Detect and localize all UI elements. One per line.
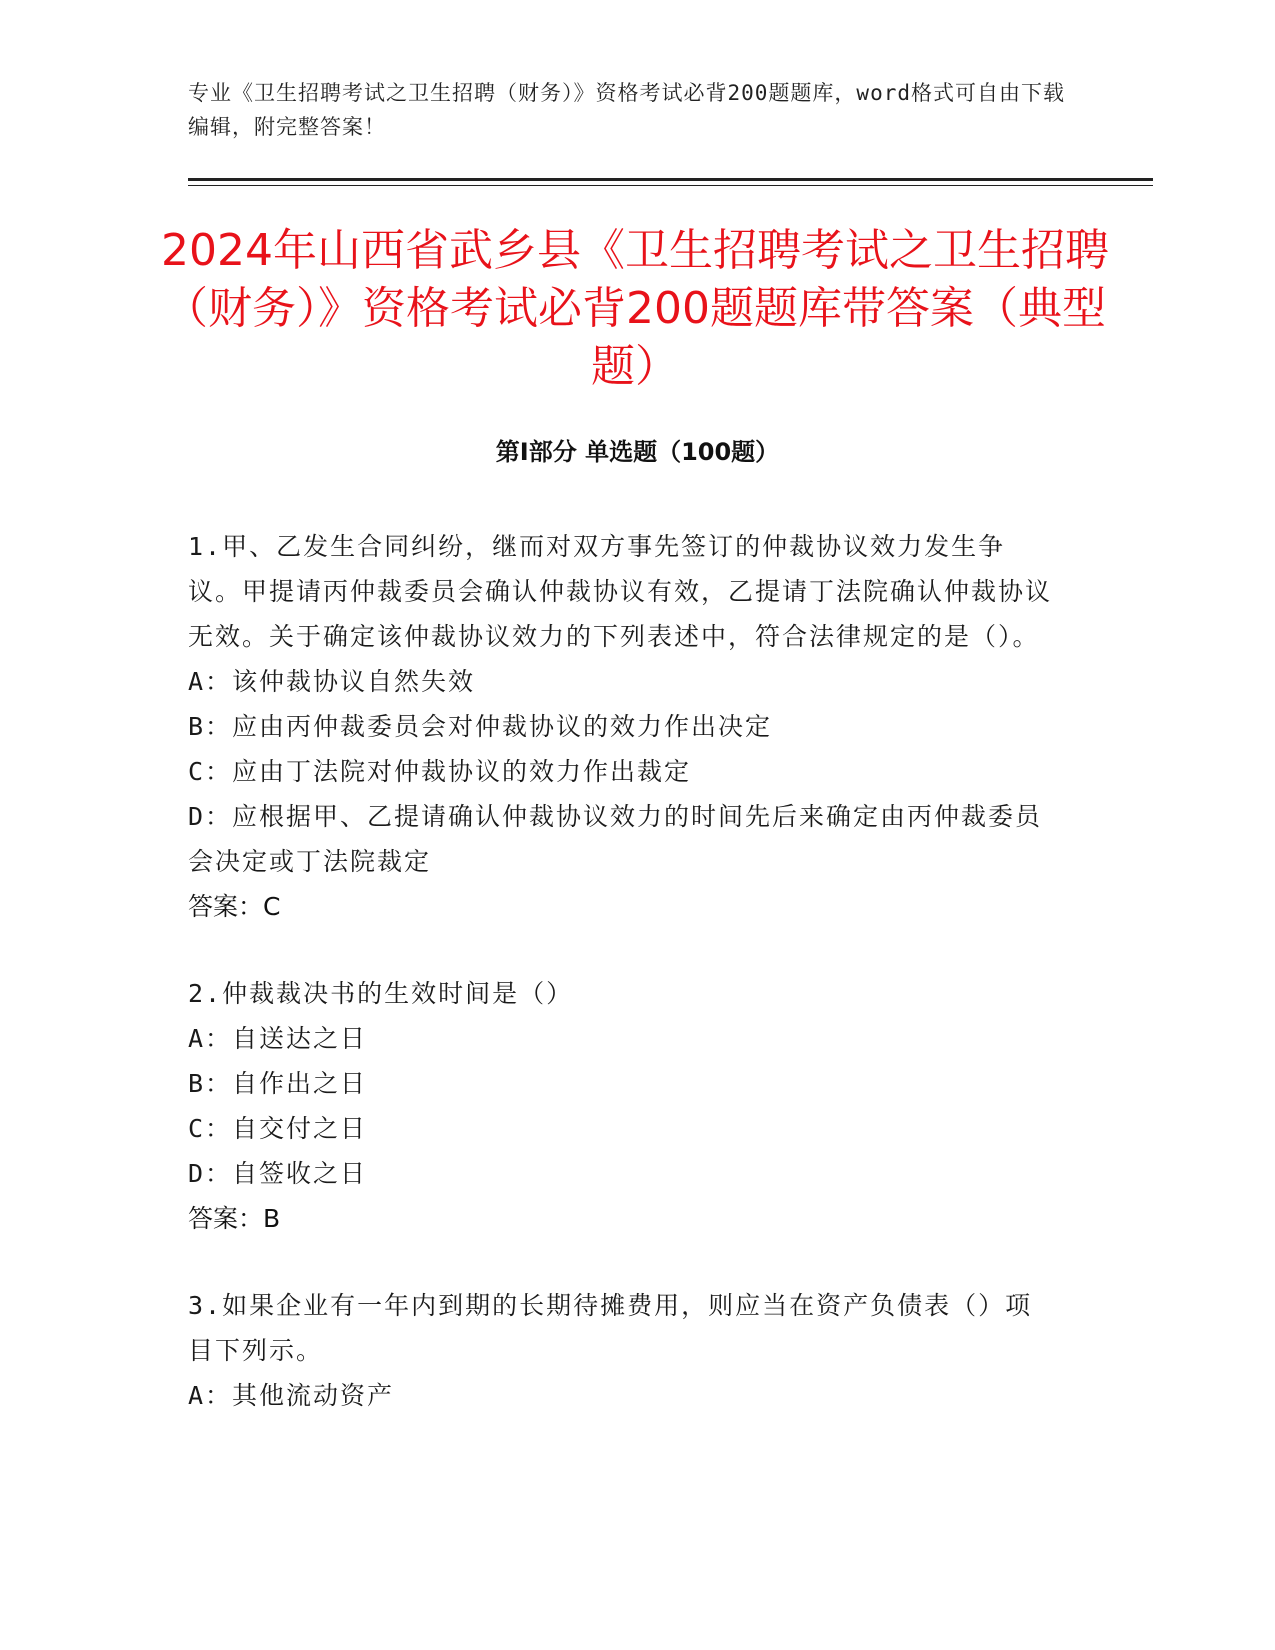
- option-d: D：应根据甲、乙提请确认仲裁协议效力的时间先后来确定由丙仲裁委员会决定或丁法院裁定: [188, 802, 1043, 876]
- question-1: [188, 524, 1058, 929]
- question-stem: 2.仲裁裁决书的生效时间是（）: [188, 979, 574, 1008]
- header-rule-thick: [188, 178, 1153, 181]
- option-b: B：应由丙仲裁委员会对仲裁协议的效力作出决定: [188, 712, 773, 741]
- question-stem: 3.如果企业有一年内到期的长期待摊费用，则应当在资产负债表（）项目下列示。: [188, 1291, 1033, 1365]
- header-rule-thin: [188, 185, 1153, 186]
- option-c: C：自交付之日: [188, 1114, 368, 1143]
- header-note: 专业《卫生招聘考试之卫生招聘（财务）》资格考试必背200题题库，word格式可自由下载编辑，附完整答案！: [188, 81, 1065, 139]
- option-a: A：该仲裁协议自然失效: [188, 667, 476, 696]
- option-a: A：其他流动资产: [188, 1381, 395, 1410]
- option-b: B：自作出之日: [188, 1069, 368, 1098]
- option-c: C：应由丁法院对仲裁协议的效力作出裁定: [188, 757, 692, 786]
- question-2: [188, 971, 1058, 1241]
- question-3: [188, 1283, 1058, 1418]
- question-list: [188, 524, 1058, 1460]
- section-title: 第Ⅰ部分 单选题（100题）: [495, 438, 780, 466]
- answer: 答案：B: [188, 1204, 281, 1233]
- question-stem: 1.甲、乙发生合同纠纷，继而对双方事先签订的仲裁协议效力发生争议。甲提请丙仲裁委员会确认仲裁协议有效，乙提请丁法院确认仲裁协议无效。关于确定该仲裁协议效力的下列表述中，符合法律规定的是（）。: [188, 532, 1053, 651]
- document-title: 2024年山西省武乡县《卫生招聘考试之卫生招聘（财务）》资格考试必背200题题库带答案（典型题）: [161, 225, 1109, 392]
- answer: 答案：C: [188, 892, 281, 921]
- option-a: A：自送达之日: [188, 1024, 368, 1053]
- option-d: D：自签收之日: [188, 1159, 368, 1188]
